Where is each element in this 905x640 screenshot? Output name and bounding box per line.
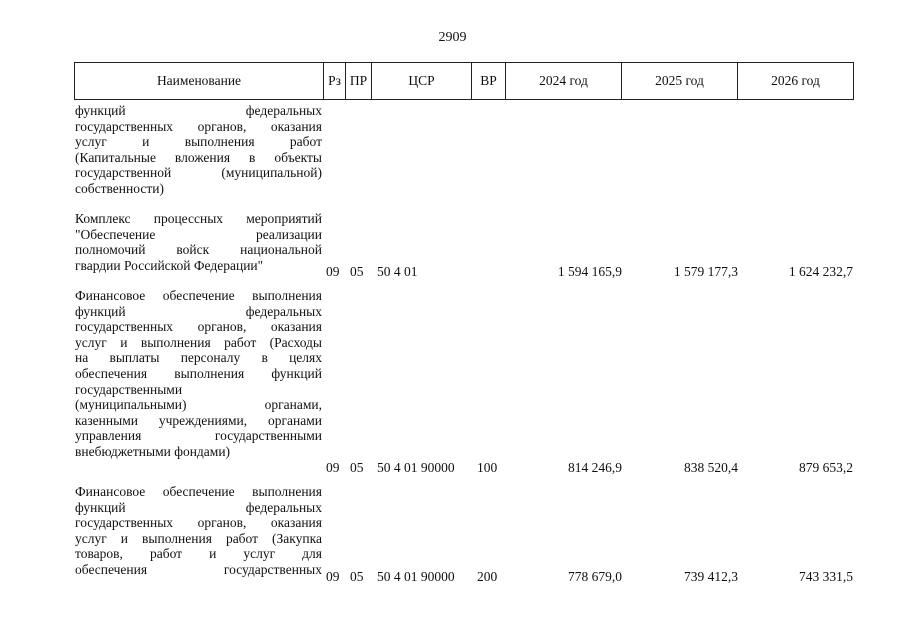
row-name-line: на выплаты персоналу в целях xyxy=(75,350,322,366)
row-pr: 05 xyxy=(350,460,364,475)
row-name-line: внебюджетными фондами) xyxy=(75,443,231,459)
row-name-line: Финансовое обеспечение выполнения xyxy=(75,484,322,499)
row-2025: 739 412,3 xyxy=(684,569,738,584)
row-2026: 743 331,5 xyxy=(799,569,853,584)
header-2026: 2026 год xyxy=(771,73,820,88)
row-name-line: государственными xyxy=(75,381,183,397)
row-name-line: казенными учреждениями, органами xyxy=(75,412,322,428)
row-rz: 09 xyxy=(326,264,340,279)
header-pr: ПР xyxy=(346,63,372,99)
row-name-line: обеспечения государственных xyxy=(75,561,322,577)
row-name-line: государственных органов, оказания xyxy=(75,319,322,335)
row-name xyxy=(75,288,322,460)
row-name-line: услуг и выполнения работ xyxy=(75,134,322,150)
row-csr: 50 4 01 90000 xyxy=(377,569,455,584)
header-2024: 2024 год xyxy=(506,63,622,99)
row-name-line: Комплекс процессных мероприятий xyxy=(75,211,322,226)
row-name-line: товаров, работ и услуг для xyxy=(75,546,322,562)
row-2024: 814 246,9 xyxy=(568,460,622,475)
row-name-line: функций федеральных xyxy=(75,303,322,319)
row-rz: 09 xyxy=(326,460,340,475)
row-2024: 1 594 165,9 xyxy=(557,264,622,279)
row-name xyxy=(75,211,322,273)
row-name-line: (Капитальные вложения в объекты xyxy=(75,149,322,165)
header-vr: ВР xyxy=(472,63,506,99)
row-name-line: собственности) xyxy=(75,180,164,196)
row-name-line: Финансовое обеспечение выполнения xyxy=(75,288,322,303)
header-name: Наименование xyxy=(75,63,324,99)
row-name-line: функций федеральных xyxy=(75,103,322,118)
header-rz: Рз xyxy=(324,63,346,99)
row-rz: 09 xyxy=(326,569,340,584)
row-name-line: полномочий войск национальной xyxy=(75,242,322,258)
row-name-line: гвардии Российской Федерации" xyxy=(75,257,264,273)
header-2025: 2025 год xyxy=(622,63,738,99)
row-2024: 778 679,0 xyxy=(568,569,622,584)
row-name-line: "Обеспечение реализации xyxy=(75,226,322,242)
row-name-line: услуг и выполнения работ (Расходы xyxy=(75,334,322,350)
row-name-line: услуг и выполнения работ (Закупка xyxy=(75,530,322,546)
row-name xyxy=(75,103,322,197)
page-number: 2909 xyxy=(438,30,467,45)
row-name xyxy=(75,484,322,578)
row-name-line: управления государственными xyxy=(75,428,322,444)
row-vr: 200 xyxy=(477,569,498,584)
row-name-line: обеспечения выполнения функций xyxy=(75,365,322,381)
row-name-line: функций федеральных xyxy=(75,499,322,515)
row-2026: 879 653,2 xyxy=(799,460,853,475)
row-name-line: государственных органов, оказания xyxy=(75,118,322,134)
row-csr: 50 4 01 90000 xyxy=(377,460,455,475)
row-pr: 05 xyxy=(350,264,364,279)
row-pr: 05 xyxy=(350,569,364,584)
table-header xyxy=(74,62,854,100)
row-vr: 100 xyxy=(477,460,498,475)
row-name-line: государственной (муниципальной) xyxy=(75,165,322,181)
row-name-line: (муниципальными) органами, xyxy=(75,397,322,413)
row-name-line: государственных органов, оказания xyxy=(75,515,322,531)
row-2025: 838 520,4 xyxy=(684,460,738,475)
row-2026: 1 624 232,7 xyxy=(788,264,853,279)
header-csr: ЦСР xyxy=(372,63,472,99)
row-2025: 1 579 177,3 xyxy=(673,264,738,279)
row-csr: 50 4 01 xyxy=(377,264,418,279)
